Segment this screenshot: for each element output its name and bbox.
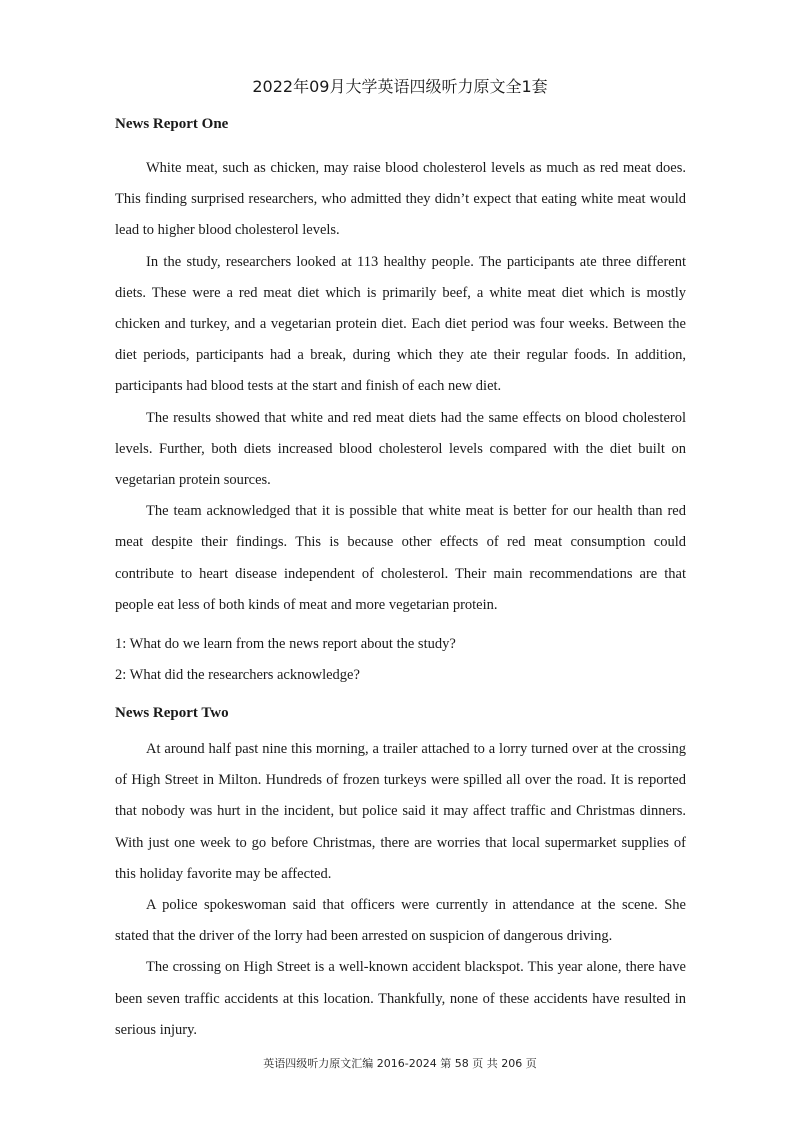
report-paragraph: The results showed that white and red meat diets had the same effects on blood cholesterol levels. Further, both diets increased blood cholesterol levels compared with the diet built on vegetarian protein sources. [115,409,686,489]
report-heading: News Report Two [115,705,229,721]
report-paragraph: White meat, such as chicken, may raise blood cholesterol levels as much as red meat does. This finding surprised researchers, who admitted they didn’t expect that eating white meat would lead to higher blood cholesterol levels. [115,160,686,239]
report-paragraph: At around half past nine this morning, a trailer attached to a lorry turned over at the crossing of High Street in Milton. Hundreds of frozen turkeys were spilled all over the road. It is reported that nobody was hurt in the incident, but police said it may affect traffic and Christmas dinners. With just one week to go before Christmas, there are worries that local supermarket supplies of this holiday favorite may be affected. [115,741,686,882]
report-paragraph: The team acknowledged that it is possible that white meat is better for our health than red meat despite their findings. This is because other effects of red meat consumption could contribute to heart disease independent of cholesterol. Their main recommendations are that people eat less of both kinds of meat and more vegetarian protein. [115,503,686,613]
question-item: 2: What did the researchers acknowledge? [115,667,360,684]
report-paragraph: In the study, researchers looked at 113 healthy people. The participants ate three different diets. These were a red meat diet which is primarily beef, a white meat diet which is mostly chicken and turkey, and a vegetarian protein diet. Each diet period was four weeks. Between the diet periods, participants had a break, during which they ate their regular foods. In addition, participants had blood tests at the start and finish of each new diet. [115,253,686,395]
page-footer: 英语四级听力原文汇编 2016-2024 第 58 页 共 206 页 [263,1057,537,1070]
report-paragraph: A police spokeswoman said that officers were currently in attendance at the scene. She stated that the driver of the lorry had been arrested on suspicion of dangerous driving. [115,897,686,945]
page-title: 2022年09月大学英语四级听力原文全1套 [252,77,548,96]
news-report-one [115,113,686,691]
question-list [115,629,686,691]
question-item: 1: What do we learn from the news report about the study? [115,636,456,653]
report-heading: News Report One [115,116,229,132]
report-paragraph: The crossing on High Street is a well-known accident blackspot. This year alone, there have been seven traffic accidents at this location. Thankfully, none of these accidents have resulted in serious injury. [115,959,686,1038]
news-report-two [115,702,686,1046]
